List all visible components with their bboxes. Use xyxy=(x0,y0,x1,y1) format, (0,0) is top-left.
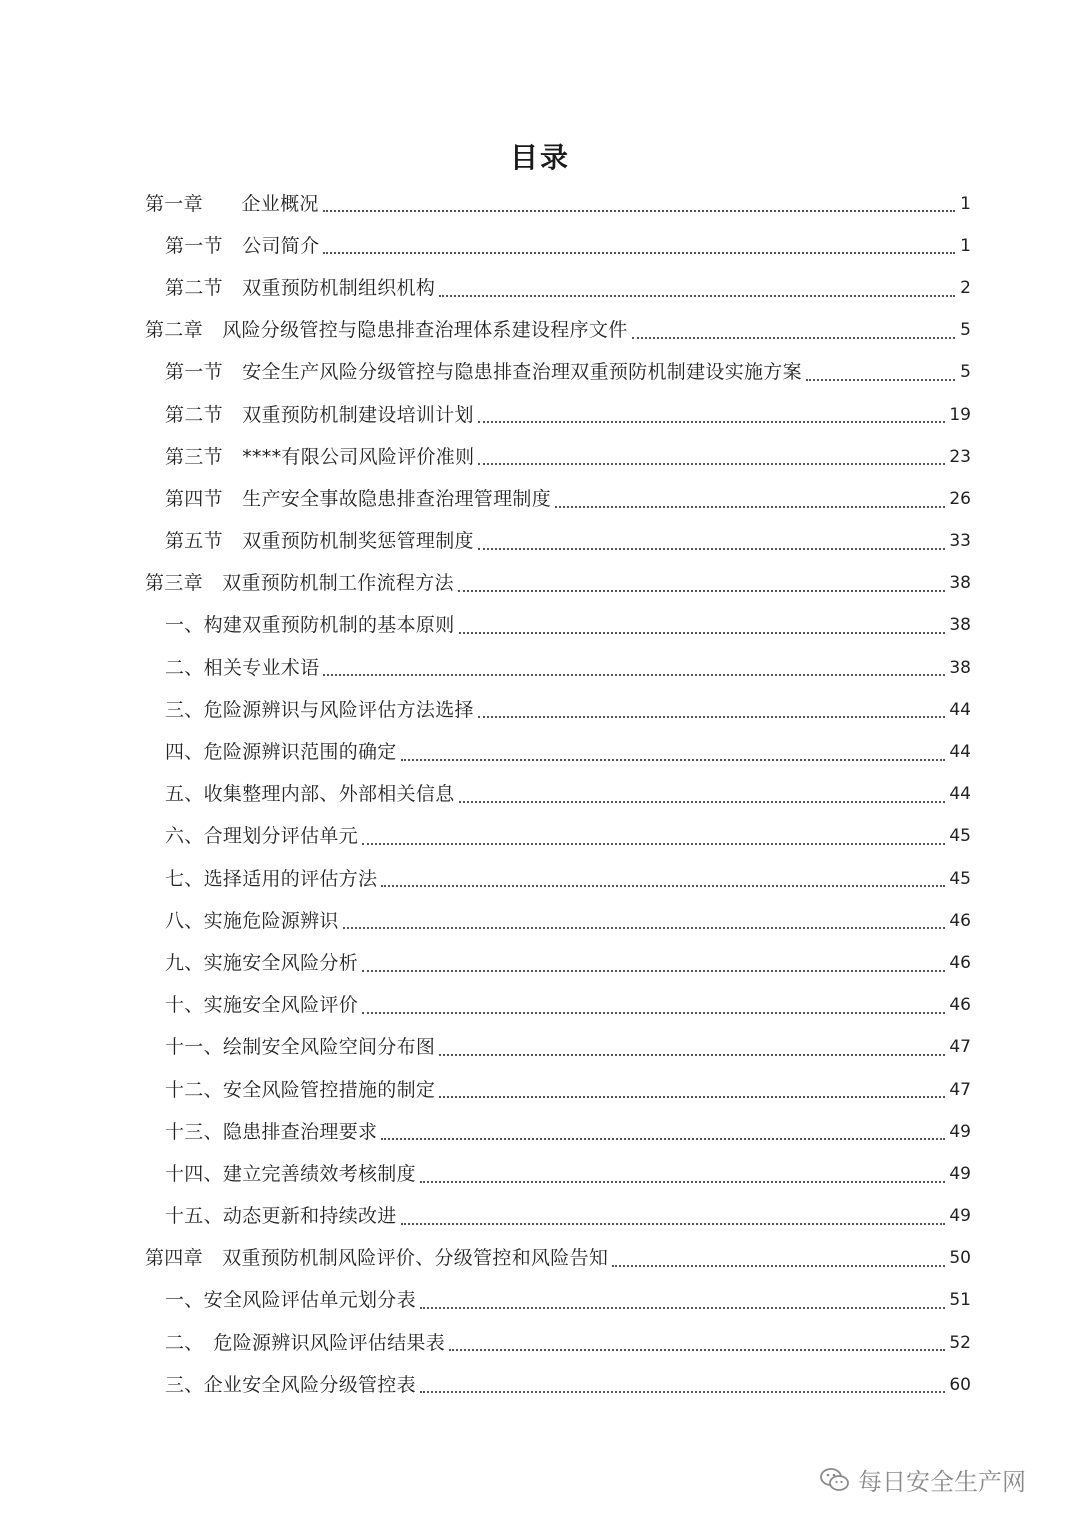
toc-entry[interactable] xyxy=(145,1027,971,1069)
toc-entry-page-number: 5 xyxy=(960,362,971,383)
toc-entry[interactable] xyxy=(145,1238,971,1280)
toc-entry[interactable] xyxy=(145,816,971,858)
watermark-text: 每日安全生产网 xyxy=(858,1468,1026,1496)
dot-leader xyxy=(612,1265,945,1267)
dot-leader xyxy=(555,506,945,508)
toc-entry-page-number: 44 xyxy=(949,742,971,763)
toc-entry[interactable] xyxy=(145,183,971,225)
toc-entry-page-number: 5 xyxy=(960,320,971,341)
dot-leader xyxy=(362,970,945,972)
toc-entry-page-number: 1 xyxy=(960,193,971,214)
dot-leader xyxy=(458,590,946,592)
toc-entry-page-number: 47 xyxy=(949,1079,971,1100)
dot-leader xyxy=(420,1391,945,1393)
toc-entry-title: 一、安全风险评估单元划分表 xyxy=(165,1289,416,1312)
toc-entry[interactable] xyxy=(145,1153,971,1195)
toc-entry[interactable] xyxy=(145,436,971,478)
dot-leader xyxy=(323,674,945,676)
toc-entry[interactable] xyxy=(145,394,971,436)
toc-entry-page-number: 47 xyxy=(949,1037,971,1058)
toc-entry-page-number: 44 xyxy=(949,784,971,805)
dot-leader xyxy=(420,1181,945,1183)
toc-entry[interactable] xyxy=(145,1111,971,1153)
toc-entry-page-number: 45 xyxy=(949,868,971,889)
dot-leader xyxy=(459,801,946,803)
toc-entry-page-number: 26 xyxy=(949,488,971,509)
toc-entry-title: 第二节 双重预防机制建设培训计划 xyxy=(165,403,474,426)
toc-entry-page-number: 51 xyxy=(949,1290,971,1311)
toc-entry[interactable] xyxy=(145,731,971,773)
dot-leader xyxy=(478,463,945,465)
toc-entry-title: 十三、隐患排查治理要求 xyxy=(165,1120,378,1143)
toc-entry-page-number: 49 xyxy=(949,1206,971,1227)
toc-entry-page-number: 46 xyxy=(949,952,971,973)
dot-leader xyxy=(381,885,945,887)
toc-entry-page-number: 60 xyxy=(949,1374,971,1395)
toc-entry-title: 六、合理划分评估单元 xyxy=(165,825,359,848)
toc-entry[interactable] xyxy=(145,1322,971,1364)
toc-entry[interactable] xyxy=(145,563,971,605)
toc-entry[interactable] xyxy=(145,521,971,563)
toc-entry[interactable] xyxy=(145,352,971,394)
toc-entry-title: 第二节 双重预防机制组织机构 xyxy=(165,276,436,299)
toc-entry-title: 二、相关专业术语 xyxy=(165,656,320,679)
toc-entry[interactable] xyxy=(145,858,971,900)
dot-leader xyxy=(449,1349,945,1351)
toc-entry-page-number: 52 xyxy=(949,1332,971,1353)
toc-entry-title: 第二章 风险分级管控与隐患排查治理体系建设程序文件 xyxy=(145,319,628,342)
dot-leader xyxy=(420,1307,945,1309)
toc-entry-title: 三、危险源辨识与风险评估方法选择 xyxy=(165,698,474,721)
toc-entry-title: 八、实施危险源辨识 xyxy=(165,909,339,932)
toc-entry[interactable] xyxy=(145,689,971,731)
toc-entry[interactable] xyxy=(145,225,971,267)
dot-leader xyxy=(323,252,955,254)
toc-entry[interactable] xyxy=(145,605,971,647)
toc-entry-title: 四、危险源辨识范围的确定 xyxy=(165,741,397,764)
dot-leader xyxy=(806,379,955,381)
toc-entry-title: 第五节 双重预防机制奖惩管理制度 xyxy=(165,530,474,553)
toc-entry-page-number: 1 xyxy=(960,235,971,256)
toc-entry-page-number: 33 xyxy=(949,531,971,552)
toc-entry-page-number: 46 xyxy=(949,910,971,931)
dot-leader xyxy=(343,927,946,929)
toc-entry[interactable] xyxy=(145,1196,971,1238)
toc-entry-title: 一、构建双重预防机制的基本原则 xyxy=(165,614,455,637)
toc-entry-page-number: 49 xyxy=(949,1163,971,1184)
toc-entry-title: 三、企业安全风险分级管控表 xyxy=(165,1373,416,1396)
toc-entry-page-number: 49 xyxy=(949,1121,971,1142)
dot-leader xyxy=(478,548,946,550)
toc-entry-page-number: 19 xyxy=(949,404,971,425)
dot-leader xyxy=(362,843,945,845)
dot-leader xyxy=(362,1012,945,1014)
toc-entry-page-number: 38 xyxy=(949,573,971,594)
dot-leader xyxy=(439,1054,945,1056)
toc-entry[interactable] xyxy=(145,267,971,309)
toc-entry-title: 十二、安全风险管控措施的制定 xyxy=(165,1078,436,1101)
toc-entry-title: 七、选择适用的评估方法 xyxy=(165,867,378,890)
dot-leader xyxy=(323,210,955,212)
toc-entry-page-number: 50 xyxy=(949,1248,971,1269)
page-title: 目录 xyxy=(509,141,570,174)
toc-entry-title: 二、 危险源辨识风险评估结果表 xyxy=(165,1331,446,1354)
toc-entry-title: 第四节 生产安全事故隐患排查治理管理制度 xyxy=(165,487,552,510)
toc-entry[interactable] xyxy=(145,1280,971,1322)
toc-entry-page-number: 44 xyxy=(949,699,971,720)
toc-entry-title: 第三节 ****有限公司风险评价准则 xyxy=(165,445,475,468)
toc-entry[interactable] xyxy=(145,1069,971,1111)
watermark xyxy=(820,1462,1026,1497)
toc-entry-title: 第四章 双重预防机制风险评价、分级管控和风险告知 xyxy=(145,1247,609,1270)
toc-entry-title: 第一章 企业概况 xyxy=(145,192,319,215)
toc-entry-title: 第三章 双重预防机制工作流程方法 xyxy=(145,572,454,595)
dot-leader xyxy=(401,759,946,761)
toc-entry-page-number: 2 xyxy=(960,277,971,298)
toc-entry-title: 十四、建立完善绩效考核制度 xyxy=(165,1162,416,1185)
dot-leader xyxy=(439,1096,945,1098)
toc-entry[interactable] xyxy=(145,478,971,520)
toc-entry[interactable] xyxy=(145,900,971,942)
dot-leader xyxy=(478,421,946,423)
toc-entry-page-number: 45 xyxy=(949,826,971,847)
toc-entry[interactable] xyxy=(145,985,971,1027)
dot-leader xyxy=(439,295,955,297)
toc-entry-page-number: 23 xyxy=(949,446,971,467)
toc-entry-title: 十一、绘制安全风险空间分布图 xyxy=(165,1036,436,1059)
dot-leader xyxy=(381,1138,945,1140)
dot-leader xyxy=(401,1223,946,1225)
toc-entry-title: 十五、动态更新和持续改进 xyxy=(165,1205,397,1228)
toc-entry[interactable] xyxy=(145,647,971,689)
toc-entry-title: 五、收集整理内部、外部相关信息 xyxy=(165,783,455,806)
dot-leader xyxy=(459,632,946,634)
toc-entry[interactable] xyxy=(145,310,971,352)
dot-leader xyxy=(632,337,955,339)
toc-entry-page-number: 46 xyxy=(949,995,971,1016)
toc-entry[interactable] xyxy=(145,774,971,816)
toc-entry-title: 九、实施安全风险分析 xyxy=(165,951,359,974)
toc-entry-title: 第一节 安全生产风险分级管控与隐患排查治理双重预防机制建设实施方案 xyxy=(165,361,802,384)
toc-entry-title: 第一节 公司简介 xyxy=(165,234,320,257)
wechat-icon xyxy=(820,1467,850,1493)
toc-entry-title: 十、实施安全风险评价 xyxy=(165,994,359,1017)
toc-entry[interactable] xyxy=(145,942,971,984)
table-of-contents xyxy=(145,183,971,1406)
dot-leader xyxy=(478,716,946,718)
toc-entry[interactable] xyxy=(145,1364,971,1406)
toc-entry-page-number: 38 xyxy=(949,657,971,678)
toc-entry-page-number: 38 xyxy=(949,615,971,636)
